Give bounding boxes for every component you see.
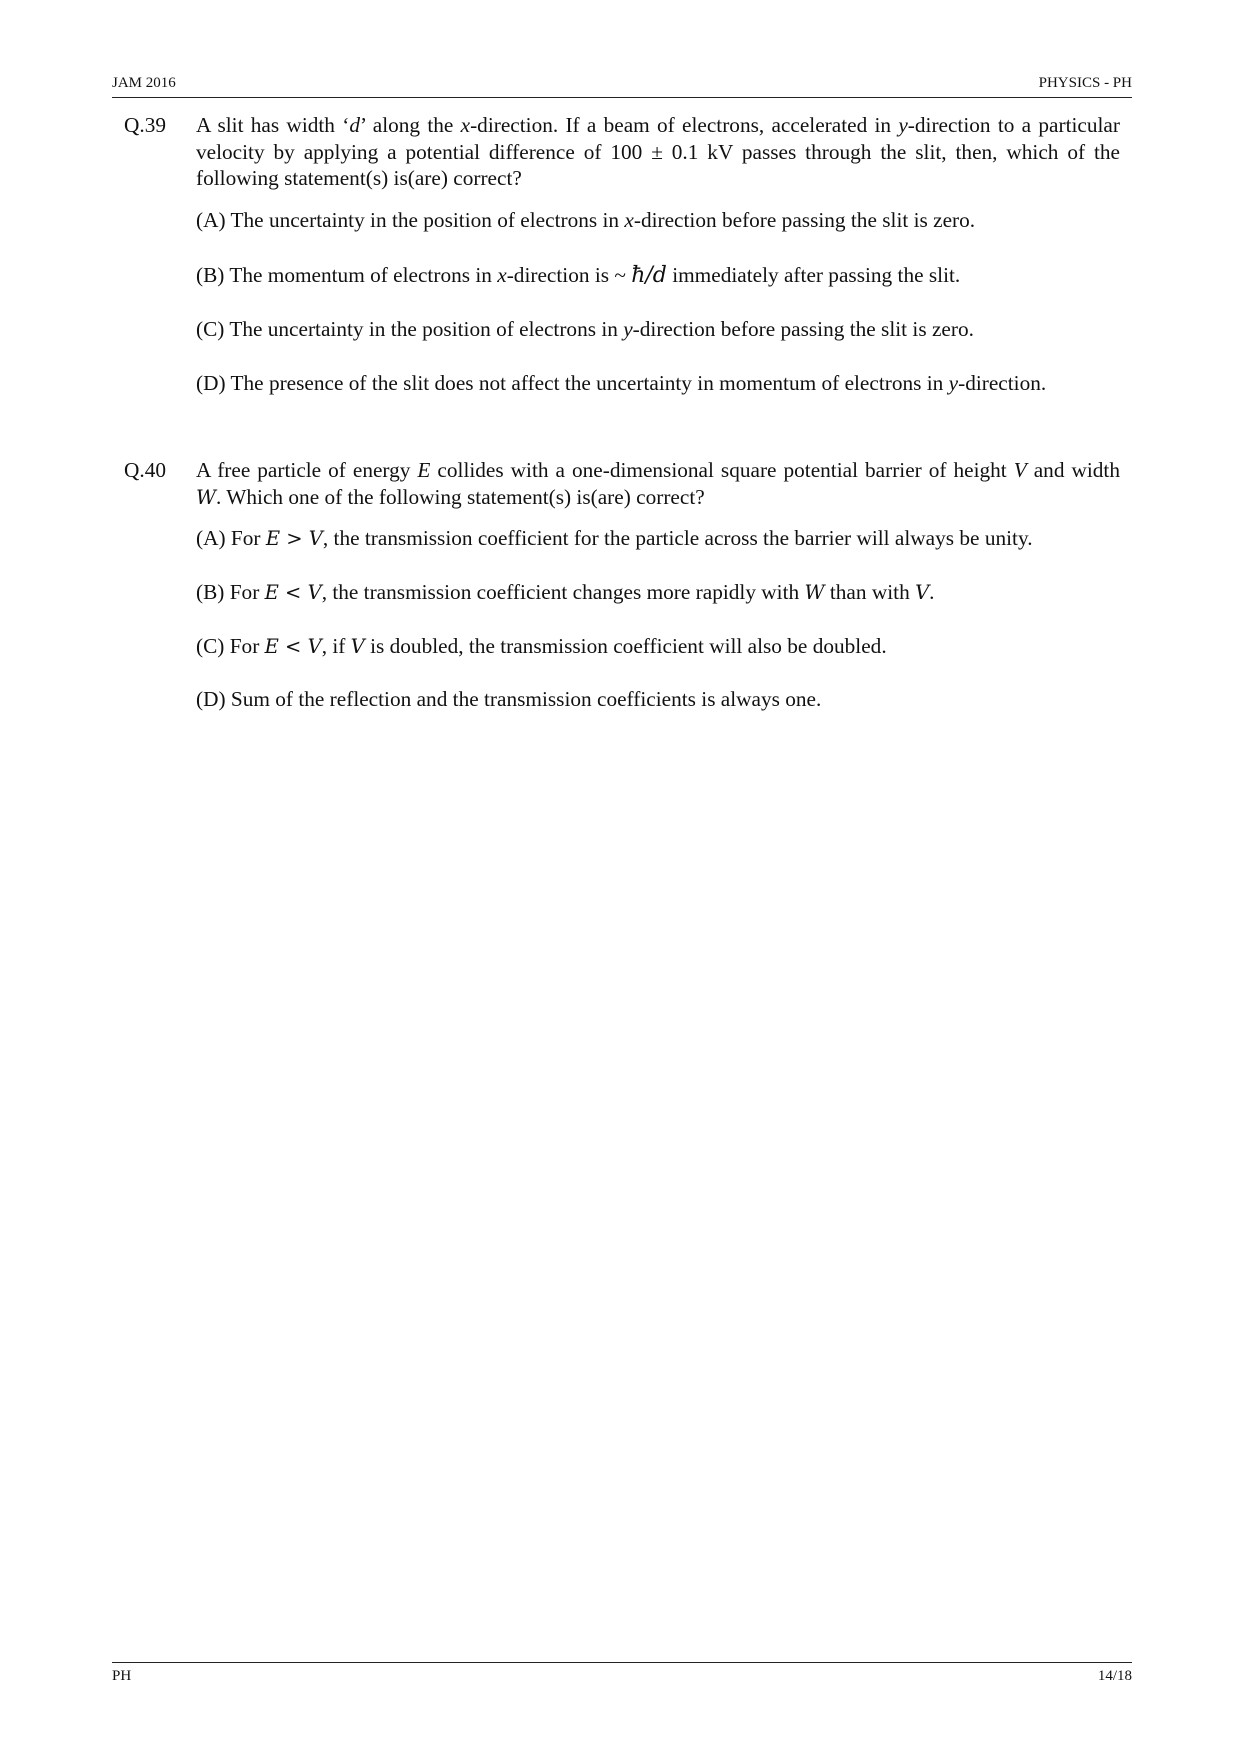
question-stem: A free particle of energy E collides with a one-dimensional square potential barrier of height V and width W. Which one of the following statement(s) is(are) correct? xyxy=(196,458,1120,509)
question-number: Q.40 xyxy=(124,458,167,482)
question-stem: A slit has width ‘d’ along the x-direction. If a beam of electrons, accelerated in y-direction to a particular velocity by applying a potential difference of 100 ± 0.1 kV passes through the slit, then, which of the following statement(s) is(are) correct? xyxy=(196,113,1120,190)
option-d: (D) The presence of the slit does not affect the uncertainty in momentum of electrons in y-direction. xyxy=(196,371,1047,395)
page-number: 14/18 xyxy=(1097,1668,1132,1684)
paper-code: PHYSICS - PH xyxy=(1038,75,1132,91)
page-header xyxy=(112,73,1132,98)
option-c: (C) The uncertainty in the position of electrons in y-direction before passing the slit is zero. xyxy=(196,317,974,341)
option-a: (A) The uncertainty in the position of electrons in x-direction before passing the slit is zero. xyxy=(196,208,976,232)
paper-code-footer: PH xyxy=(112,1668,132,1684)
option-b: (B) The momentum of electrons in x-direction is ~ ħ/d immediately after passing the slit. xyxy=(196,263,961,288)
option-c: (C) For E < V, if V is doubled, the transmission coefficient will also be doubled. xyxy=(196,634,887,658)
option-d: (D) Sum of the reflection and the transmission coefficients is always one. xyxy=(196,687,822,711)
exam-name: JAM 2016 xyxy=(112,75,176,91)
page-footer xyxy=(112,1662,1132,1684)
option-b: (B) For E < V, the transmission coefficient changes more rapidly with W than with V. xyxy=(196,580,935,604)
question-number: Q.39 xyxy=(124,113,167,137)
option-a: (A) For E > V, the transmission coefficient for the particle across the barrier will always be unity. xyxy=(196,526,1033,550)
